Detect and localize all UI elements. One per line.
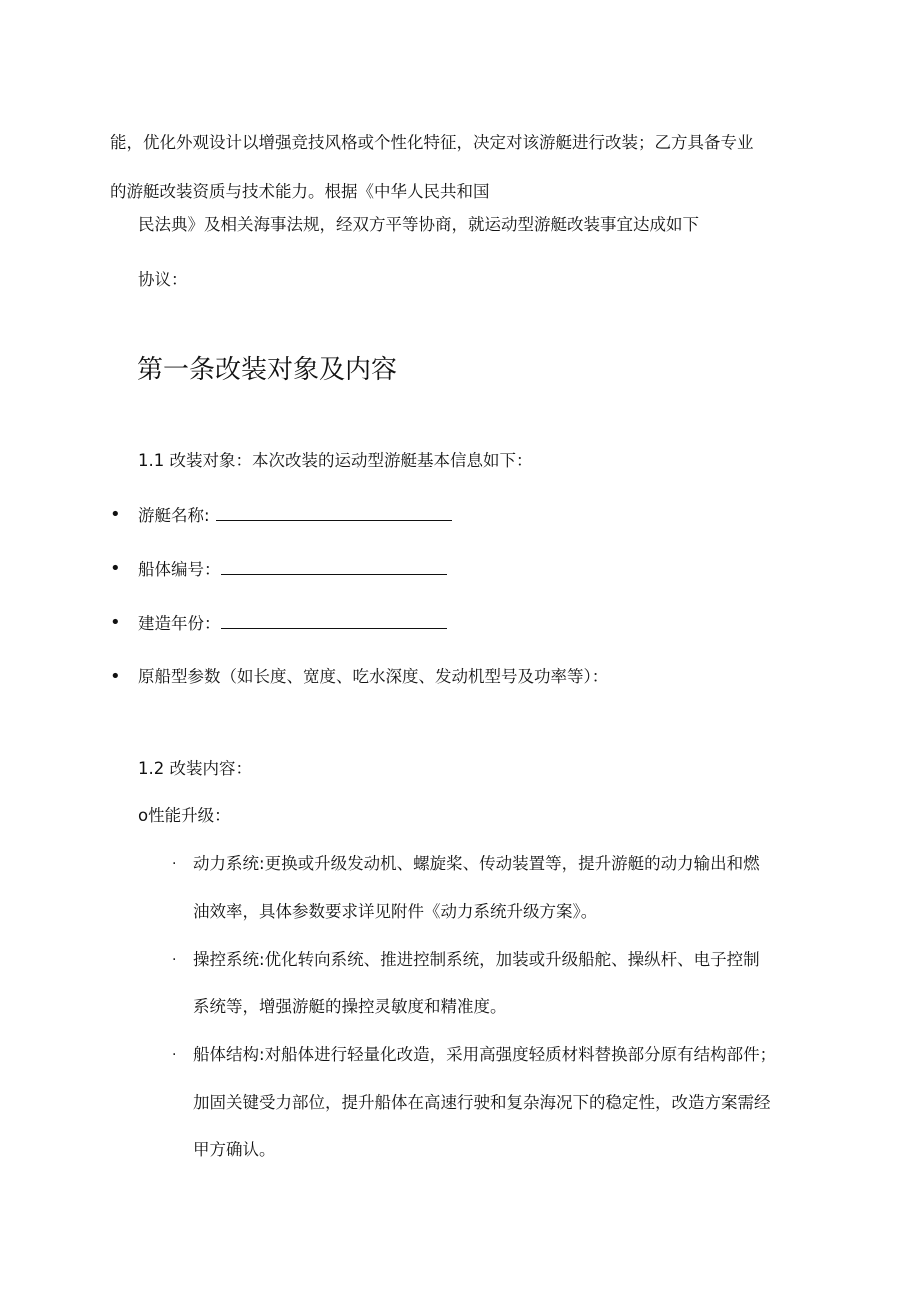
- item-hull-structure-cont-1: 加固关键受力部位，提升船体在高速行驶和复杂海况下的稳定性，改造方案需经: [193, 1093, 771, 1112]
- item-text: 优化转向系统、推进控制系统，加装或升级船舵、操纵杆、电子控制: [264, 950, 760, 969]
- bullet-dot: •: [110, 504, 121, 525]
- bullet-dot: •: [110, 558, 121, 579]
- section-1-2: 1.2 改装内容：: [138, 759, 252, 778]
- section-1-1: 1.1 改装对象：本次改装的运动型游艇基本信息如下：: [138, 451, 533, 470]
- item-label: 船体结构:: [193, 1045, 265, 1064]
- bullet-dot: •: [110, 666, 121, 687]
- fill-blank: [221, 612, 447, 629]
- item-dot: ·: [172, 952, 177, 968]
- item-label: 动力系统:: [193, 854, 265, 873]
- item-label: 操控系统:: [193, 950, 265, 969]
- bullet-dot: •: [110, 612, 121, 633]
- item-dot: ·: [172, 856, 177, 872]
- fill-blank: [216, 504, 452, 521]
- intro-line-3: 民法典》及相关海事法规，经双方平等协商，就运动型游艇改装事宜达成如下: [138, 215, 699, 234]
- field-original-params: 原船型参数（如长度、宽度、吃水深度、发动机型号及功率等）：: [138, 667, 609, 686]
- field-label: 船体编号：: [138, 560, 221, 579]
- fill-blank: [221, 558, 447, 575]
- article-heading: 第一条改装对象及内容: [137, 355, 398, 385]
- performance-upgrade-label: o性能升级：: [138, 806, 231, 825]
- field-hull-number: [138, 558, 447, 581]
- item-power-system: [193, 853, 760, 875]
- item-hull-structure: [193, 1044, 776, 1066]
- intro-line-1: 能，优化外观设计以增强竞技风格或个性化特征，决定对该游艇进行改装；乙方具备专业: [110, 133, 754, 152]
- field-build-year: [138, 612, 447, 635]
- field-label: 游艇名称:: [138, 506, 210, 525]
- field-yacht-name: [138, 504, 452, 527]
- item-hull-structure-cont-2: 甲方确认。: [193, 1140, 276, 1159]
- item-dot: ·: [172, 1047, 177, 1063]
- field-label: 建造年份：: [138, 614, 221, 633]
- intro-line-4: 协议：: [138, 270, 188, 289]
- item-power-system-cont: 油效率，具体参数要求详见附件《动力系统升级方案》。: [193, 902, 598, 921]
- intro-line-2: 的游艇改装资质与技术能力。根据《中华人民共和国: [110, 182, 490, 201]
- item-control-system-cont: 系统等，增强游艇的操控灵敏度和精准度。: [193, 997, 507, 1016]
- item-text: 更换或升级发动机、螺旋桨、传动装置等，提升游艇的动力输出和燃: [264, 854, 760, 873]
- item-text: 对船体进行轻量化改造，采用高强度轻质材料替换部分原有结构部件；: [264, 1045, 777, 1064]
- item-control-system: [193, 949, 760, 971]
